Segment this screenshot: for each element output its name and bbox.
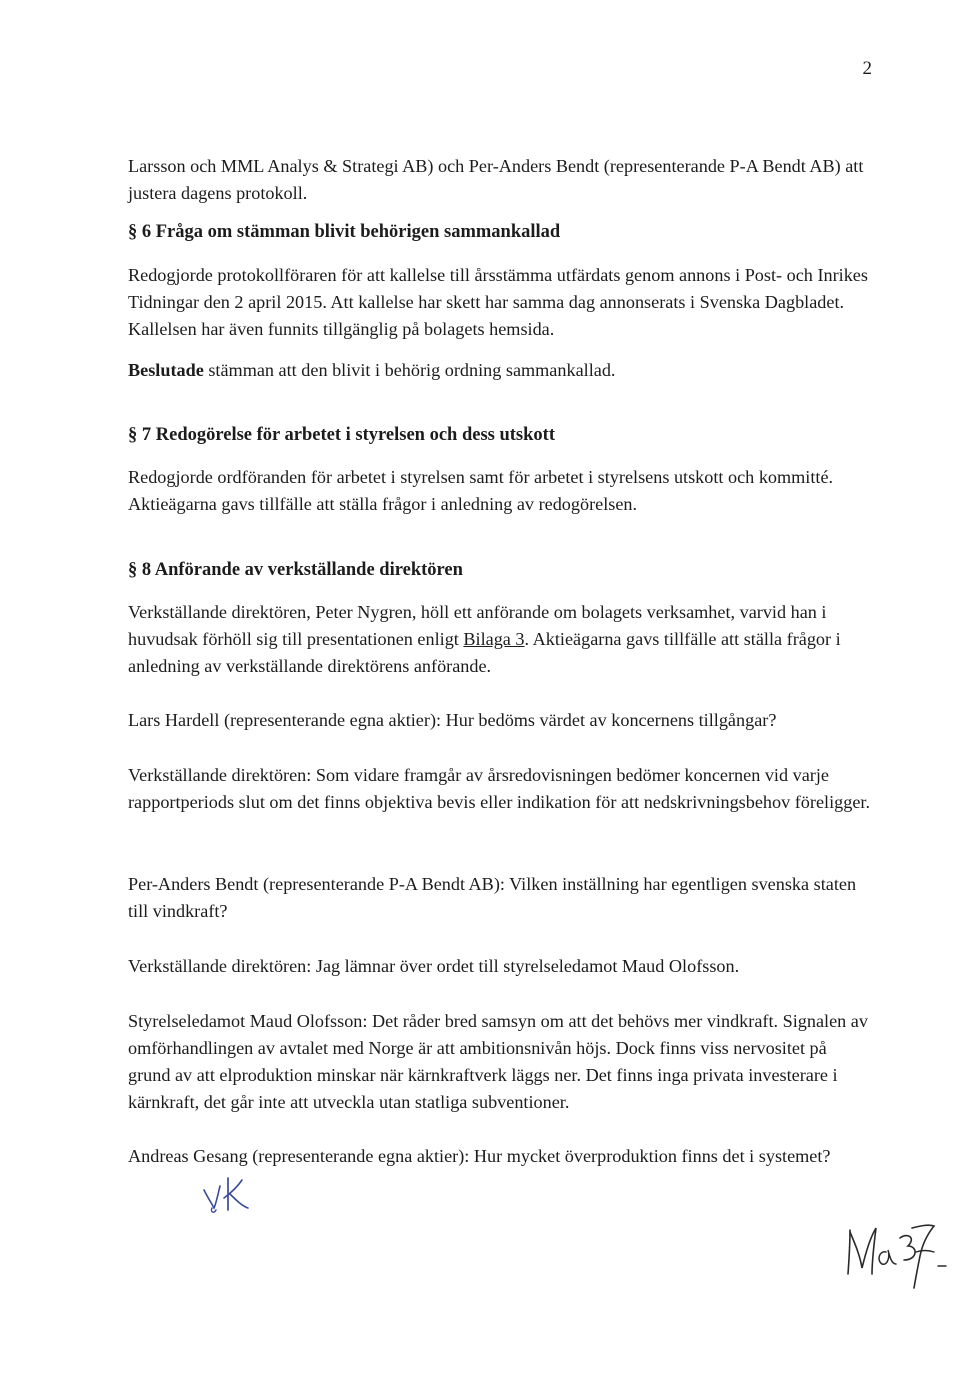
- dialogue-paragraph: Per-Anders Bendt (representerande P-A Bendt AB): Vilken inställning har egentligen svenska staten till vindkraft?: [128, 874, 857, 921]
- dialogue-paragraph: Verkställande direktören: Jag lämnar över ordet till styrelseledamot Maud Olofsson.: [128, 956, 740, 976]
- decision-rest: stämman att den blivit i behörig ordning sammankallad.: [203, 360, 616, 380]
- section-8-body: [128, 599, 873, 680]
- dialogue-paragraph: Lars Hardell (representerande egna aktier): Hur bedöms värdet av koncernens tillgångar?: [128, 710, 777, 730]
- handwritten-initials: [198, 1168, 258, 1216]
- decision-lead: Beslutade: [128, 360, 204, 380]
- dialogue-paragraph: Styrelseledamot Maud Olofsson: Det råder bred samsyn om att det behövs mer vindkraft. Signalen av omförhandlingen av avtalet med Norge är att ambitionsnivån höjs. Dock finns viss nervositet på grund av att elproduktion minskar när kärnkraftverk läggs ner. Det finns inga privata investerare i kärnkraft, det går inte att utveckla utan statliga subventioner.: [128, 1011, 868, 1112]
- section-8-heading: § 8 Anförande av verkställande direktören: [128, 560, 463, 580]
- section-6-decision: [128, 357, 873, 384]
- section-6-heading: § 6 Fråga om stämman blivit behörigen sammankallad: [128, 222, 561, 242]
- section-8-body-part2: . Aktieägarna gavs tillfälle att ställa frågor i anledning av verkställande direktörens anförande.: [128, 629, 841, 676]
- bilaga-link: Bilaga 3: [463, 629, 525, 649]
- continuation-paragraph: Larsson och MML Analys & Strategi AB) och Per-Anders Bendt (representerande P-A Bendt AB) att justera dagens protokoll.: [128, 156, 864, 203]
- section-6-body: Redogjorde protokollföraren för att kallelse till årsstämma utfärdats genom annons i Post- och Inrikes Tidningar den 2 april 2015. Att kallelse har skett har samma dag annonserats i Svenska Dagbladet. Kallelsen har även funnits tillgänglig på bolagets hemsida.: [128, 265, 868, 339]
- handwritten-signature: [842, 1216, 950, 1292]
- page-number: 2: [862, 58, 872, 79]
- dialogue-paragraph: Andreas Gesang (representerande egna aktier): Hur mycket överproduktion finns det i systemet?: [128, 1146, 831, 1166]
- section-7-body: Redogjorde ordföranden för arbetet i styrelsen samt för arbetet i styrelsens utskott och kommitté. Aktieägarna gavs tillfälle att ställa frågor i anledning av redogörelsen.: [128, 467, 834, 514]
- dialogue-paragraph: Verkställande direktören: Som vidare framgår av årsredovisningen bedömer koncernen vid varje rapportperiods slut om det finns objektiva bevis eller indikation för att nedskrivningsbehov föreligger.: [128, 765, 870, 812]
- section-8-body-part1: Verkställande direktören, Peter Nygren, höll ett anförande om bolagets verksamhet, varvid han i huvudsak förhöll sig till presentationen enligt: [128, 602, 827, 649]
- section-7-heading: § 7 Redogörelse för arbetet i styrelsen och dess utskott: [128, 425, 555, 445]
